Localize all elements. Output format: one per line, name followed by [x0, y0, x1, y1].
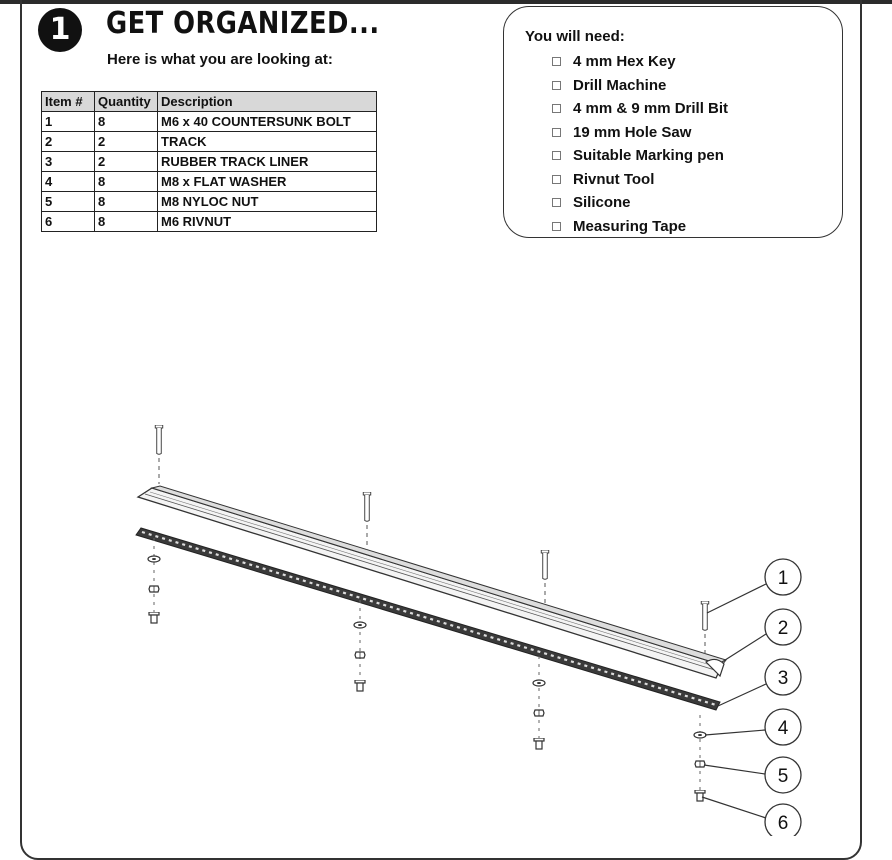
checklist-item-label: 4 mm Hex Key	[573, 53, 676, 71]
cell-description: M8 x FLAT WASHER	[158, 172, 377, 192]
header-quantity: Quantity	[95, 92, 158, 112]
callout-6	[765, 804, 801, 836]
cell-quantity: 8	[95, 212, 158, 232]
checklist-item-label: Drill Machine	[573, 76, 667, 94]
cell-quantity: 8	[95, 172, 158, 192]
track-rail	[138, 486, 726, 678]
rubber-track-liner	[136, 528, 720, 710]
tools-needed-title: You will need:	[525, 28, 625, 45]
fastener-stack-2	[354, 600, 366, 691]
cell-description: TRACK	[158, 132, 377, 152]
cell-description: M6 RIVNUT	[158, 212, 377, 232]
fastener-stack-3	[533, 656, 545, 749]
fastener-stack-1	[148, 538, 160, 623]
callout-number-3: 3	[777, 668, 789, 689]
cell-item: 4	[42, 172, 95, 192]
cell-quantity: 2	[95, 152, 158, 172]
checklist-item-label: Measuring Tape	[573, 217, 687, 235]
callout-4	[765, 709, 801, 745]
checklist-item-label: Silicone	[573, 194, 631, 212]
cell-description: M6 x 40 COUNTERSUNK BOLT	[158, 112, 377, 132]
cell-item: 1	[42, 112, 95, 132]
cell-item: 3	[42, 152, 95, 172]
callout-number-4: 4	[777, 718, 789, 739]
callout-2	[765, 609, 801, 645]
page-title: GET ORGANIZED...	[106, 6, 380, 41]
header-description: Description	[158, 92, 377, 112]
callout-number-6: 6	[777, 813, 789, 834]
callout-5	[765, 757, 801, 793]
page-subtitle: Here is what you are looking at:	[107, 51, 333, 68]
checklist-item-label: Rivnut Tool	[573, 170, 655, 188]
checklist-item-label: Suitable Marking pen	[573, 147, 724, 165]
cell-quantity: 2	[95, 132, 158, 152]
step-number-badge: 1	[38, 8, 82, 52]
cell-item: 6	[42, 212, 95, 232]
callout-number-1: 1	[777, 568, 789, 589]
callout-1	[765, 559, 801, 595]
cell-item: 5	[42, 192, 95, 212]
checklist-item-label: 4 mm & 9 mm Drill Bit	[573, 100, 729, 118]
cell-item: 2	[42, 132, 95, 152]
checklist-item-label: 19 mm Hole Saw	[573, 123, 692, 141]
header-item-number: Item #	[42, 92, 95, 112]
callout-number-2: 2	[777, 618, 789, 639]
cell-description: M8 NYLOC NUT	[158, 192, 377, 212]
callout-3	[765, 659, 801, 695]
callout-number-5: 5	[777, 766, 789, 787]
fastener-stack-4	[694, 715, 706, 801]
cell-description: RUBBER TRACK LINER	[158, 152, 377, 172]
cell-quantity: 8	[95, 192, 158, 212]
cell-quantity: 8	[95, 112, 158, 132]
